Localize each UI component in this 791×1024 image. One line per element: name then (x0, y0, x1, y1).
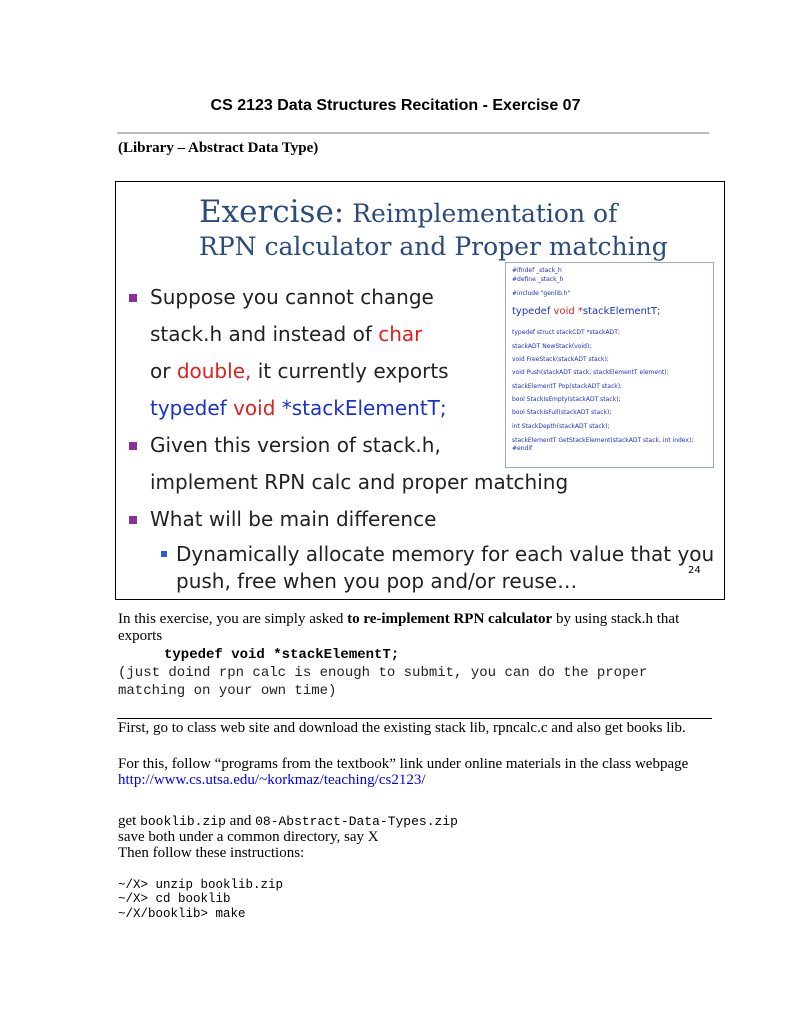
paragraph-intro (118, 611, 679, 628)
text: by using stack.h that (552, 611, 680, 627)
sub-bullet-square-icon (161, 551, 167, 557)
code-text: stackElementT; (582, 306, 661, 317)
command-line: ~/X/booklib> make (118, 907, 246, 921)
bullet-text-red: double, (176, 359, 252, 383)
paragraph-follow: For this, follow “programs from the textbook” link under online materials in the class webpage (118, 756, 689, 772)
slide-title-word: Exercise: (199, 194, 345, 230)
code-typedef: typedef void *stackElementT; (164, 647, 400, 663)
slide-title-line1 (199, 194, 617, 230)
paragraph-save: save both under a common directory, say X (118, 829, 379, 845)
bullet-text: it currently exports (251, 359, 449, 383)
bullet-1-line2 (150, 322, 422, 346)
code-line: void Push(stackADT stack, stackElementT element); (512, 369, 669, 376)
slide-image (115, 181, 725, 600)
bullet-3 (150, 507, 436, 531)
bullet-text: What will be main difference (150, 507, 437, 531)
code-line: bool StackIsEmpty(stackADT stack); (512, 396, 621, 403)
bullet-square-icon (129, 442, 137, 450)
bullet-square-icon (129, 516, 137, 524)
code-text: typedef (512, 306, 554, 317)
bullet-text: stack.h and instead of (150, 322, 379, 346)
code-line: #define _stack_h (512, 276, 564, 283)
code-line: stackADT NewStack(void); (512, 343, 592, 350)
code-line: bool StackIsFull(stackADT stack); (512, 409, 612, 416)
subtitle: (Library – Abstract Data Type) (118, 140, 319, 156)
note-line1: (just doind rpn calc is enough to submit, you can do the proper (118, 665, 648, 681)
bullet-text: Suppose you cannot change (150, 285, 434, 309)
code-line: int StackDepth(stackADT stack); (512, 423, 610, 430)
slide-title-line2: RPN calculator and Proper matching (199, 232, 668, 261)
bullet-square-icon (129, 294, 137, 302)
paragraph-get (118, 813, 458, 830)
document-title: CS 2123 Data Structures Recitation - Exercise 07 (210, 97, 581, 114)
code-line: typedef struct stackCDT *stackADT; (512, 329, 620, 336)
bullet-1-line4 (150, 396, 447, 420)
note-line2: matching on your own time) (118, 683, 337, 699)
bullet-2 (150, 433, 441, 457)
divider (117, 718, 712, 719)
code-line: #ifndef _stack_h (512, 267, 562, 274)
bullet-text: or (150, 359, 177, 383)
text: get (118, 813, 141, 829)
command-line: ~/X> cd booklib (118, 892, 231, 906)
code-typedef-line (512, 306, 660, 317)
sub-bullet-line2: push, free when you pop and/or reuse… (176, 569, 578, 593)
code-line: #include "genlib.h" (512, 290, 571, 297)
link[interactable]: http://www.cs.utsa.edu/~korkmaz/teaching/cs2123/ (118, 772, 426, 788)
code-line: stackElementT GetStackElement(stackADT stack, int index); (512, 437, 694, 444)
text: and (225, 813, 256, 829)
bullet-2-line2: implement RPN calc and proper matching (150, 470, 569, 494)
stack-h-code-box (505, 262, 714, 468)
paragraph-first: First, go to class web site and download the existing stack lib, rpncalc.c and also get books lib. (118, 720, 686, 736)
bullet-text: typedef (150, 396, 234, 420)
bullet-text: Given this version of stack.h, (150, 433, 441, 457)
code-line: stackElementT Pop(stackADT stack); (512, 383, 623, 390)
code-text-red: void * (553, 306, 583, 317)
bullet-1-line3 (150, 359, 449, 383)
divider (117, 132, 709, 134)
paragraph-then: Then follow these instructions: (118, 845, 305, 861)
bullet-1 (150, 285, 434, 309)
text: In this exercise, you are simply asked (118, 611, 348, 627)
slide-number: 24 (688, 565, 701, 576)
code-line: void FreeStack(stackADT stack); (512, 356, 609, 363)
bullet-text-red: char (378, 322, 423, 346)
command-line: ~/X> unzip booklib.zip (118, 878, 284, 892)
sub-bullet (176, 542, 714, 566)
bullet-text: Dynamically allocate memory for each value that you (176, 542, 715, 566)
paragraph-intro-line2: exports (118, 628, 163, 644)
text-bold: to re-implement RPN calculator (347, 611, 553, 627)
class-webpage-link[interactable] (118, 772, 426, 789)
code-line: #endif (512, 445, 533, 452)
slide-title-rest: Reimplementation of (344, 199, 618, 228)
bullet-text: *stackElementT; (275, 396, 447, 420)
bullet-text-red: void (233, 396, 276, 420)
filename: booklib.zip (140, 814, 226, 829)
filename: 08-Abstract-Data-Types.zip (255, 814, 458, 829)
